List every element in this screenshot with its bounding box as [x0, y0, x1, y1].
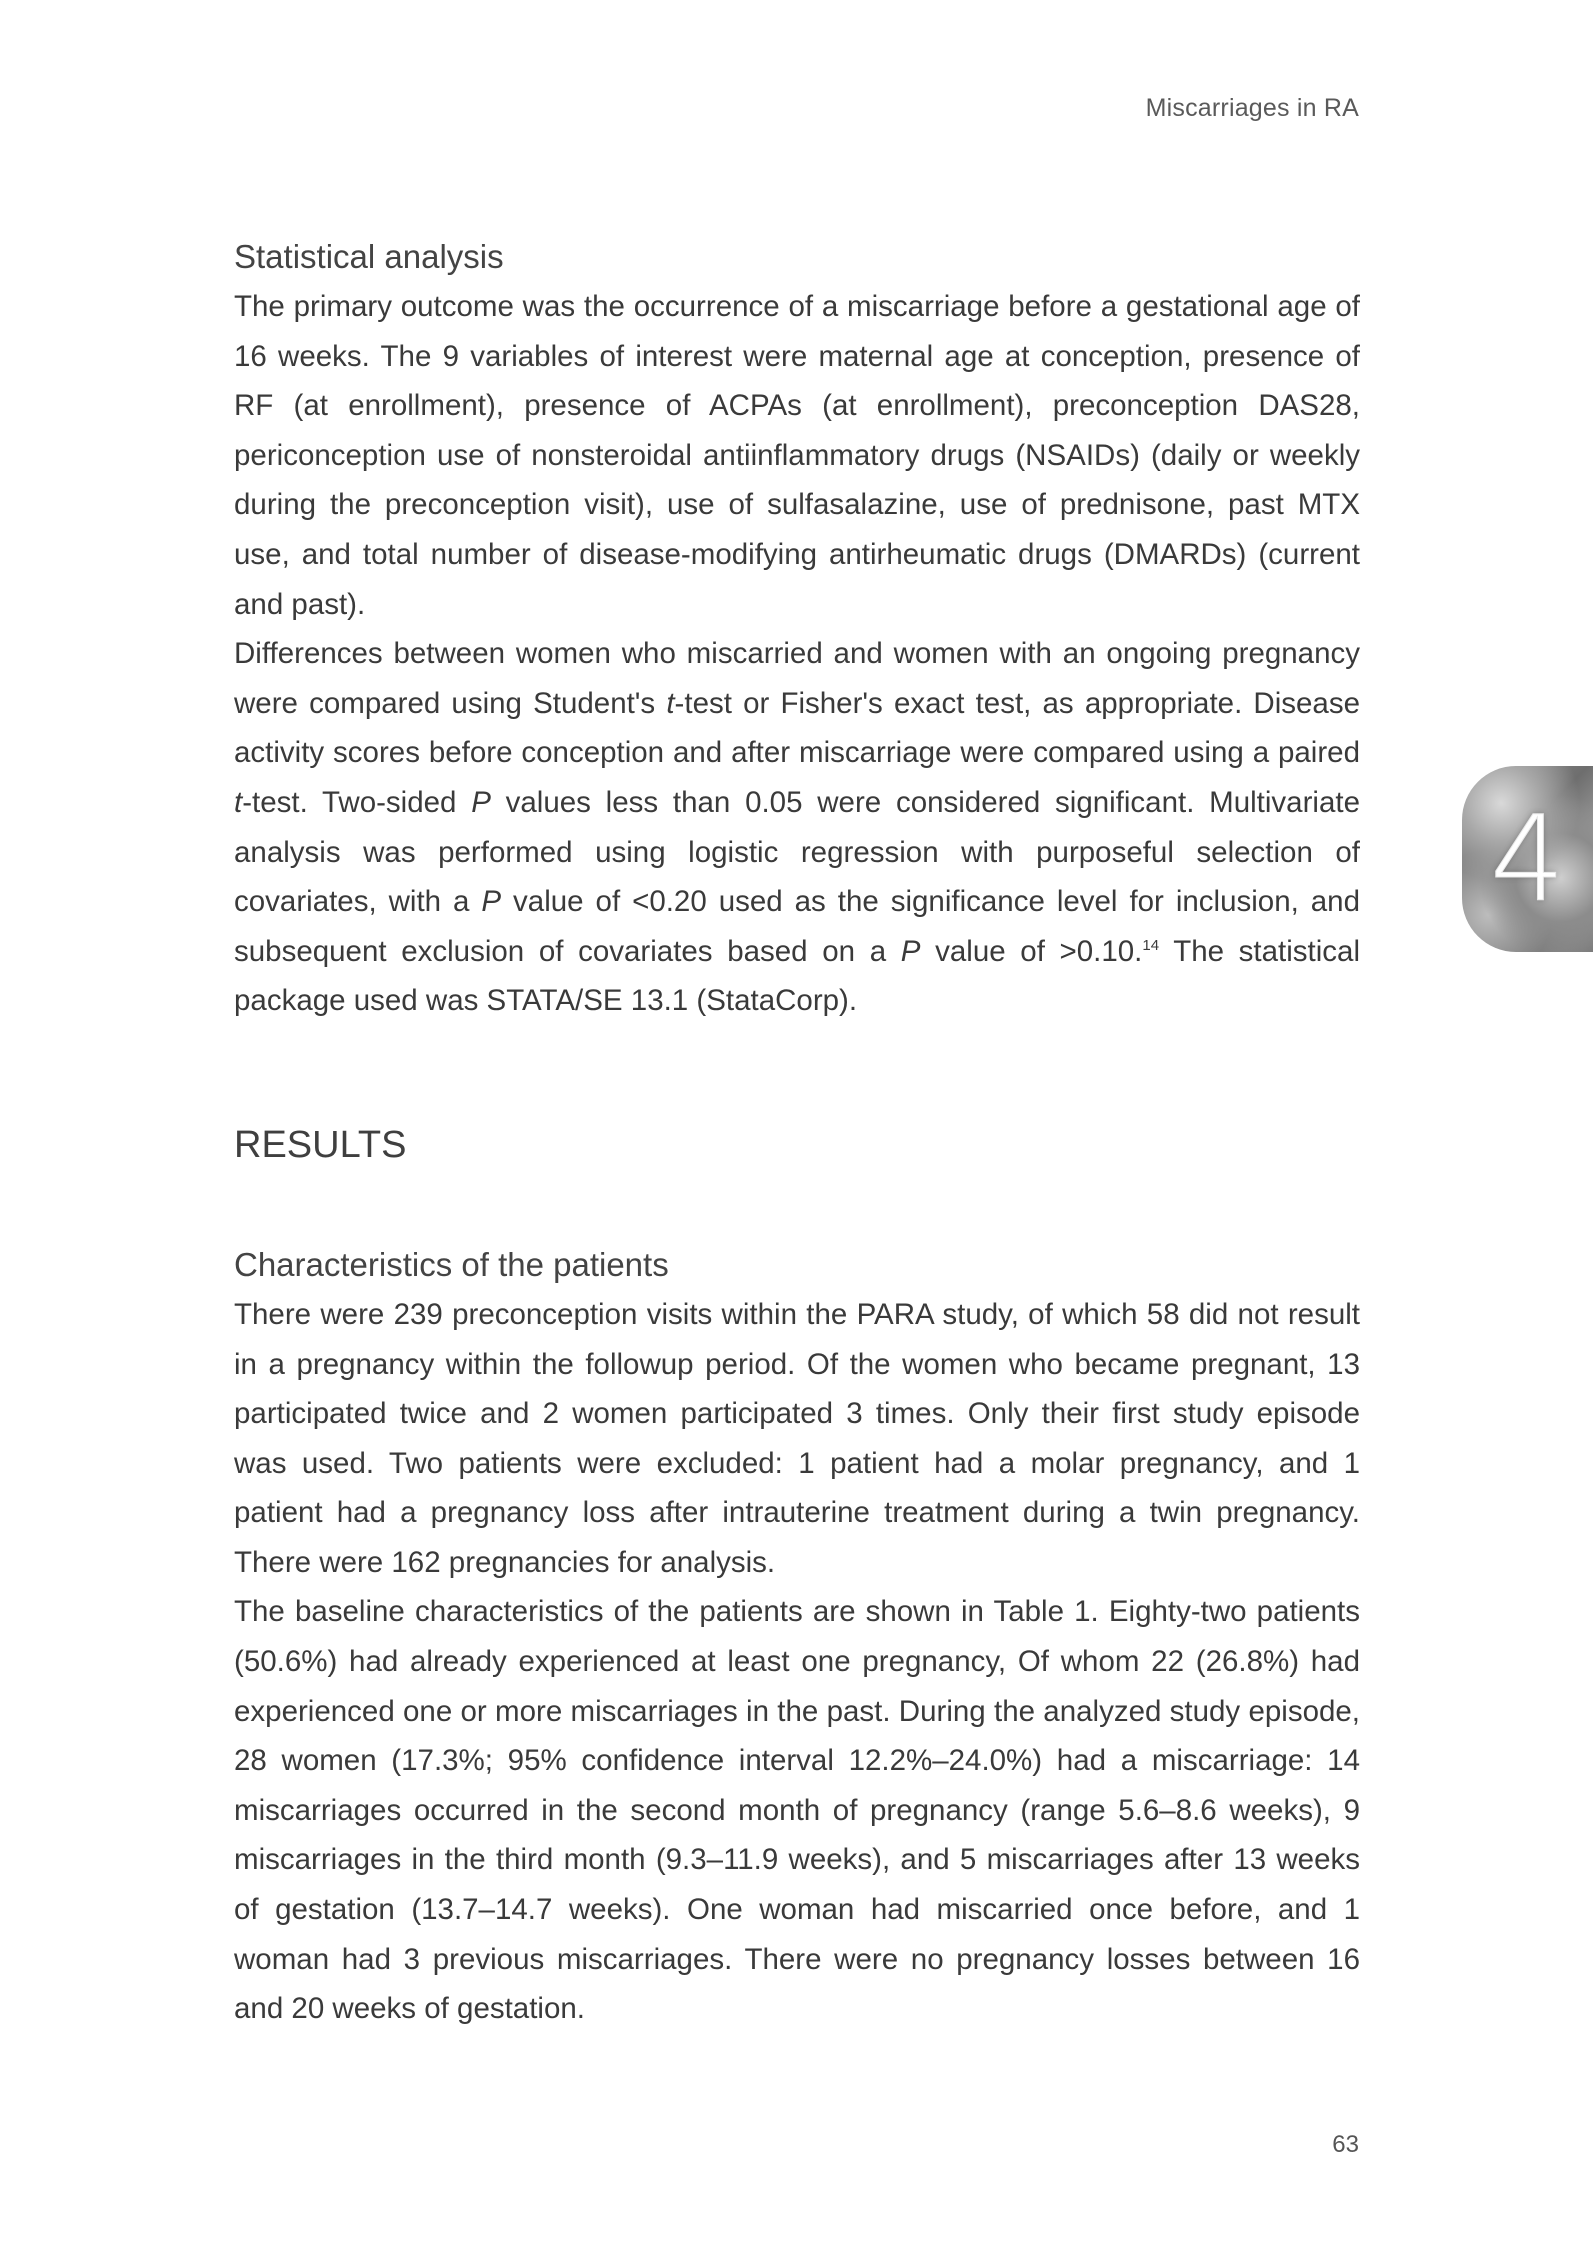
statistical-analysis-heading: Statistical analysis [234, 238, 504, 275]
reference-superscript: 14 [1142, 936, 1160, 954]
chapter-tab [1462, 766, 1593, 952]
italic-t: t [666, 686, 675, 720]
italic-p: P [481, 885, 502, 919]
italic-p: P [471, 785, 491, 819]
text-run: value of >0.10. [920, 934, 1143, 968]
text-run: The statistical package used was STATA/SE 13.1 (StataCorp). [234, 934, 1360, 1018]
results-heading: RESULTS [234, 1123, 407, 1166]
running-header: Miscarriages in RA [1145, 94, 1359, 122]
statistical-analysis-paragraph-1: The primary outcome was the occurrence of a miscarriage before a gestational age of 16 weeks. The 9 variables of interest were maternal age at conception, presence of RF (at enrollment), presence of ACPAs (at enrollment), preconception DAS28, periconception use of nonsteroidal antiinflammatory drugs (NSAIDs) (daily or weekly during the preconception visit), use of sulfasalazine, use of prednisone, past MTX use, and total number of disease-modifying antirheumatic drugs (DMARDs) (current and past). [234, 290, 1360, 621]
characteristics-heading: Characteristics of the patients [234, 1245, 669, 1283]
text-run: value of <0.20 used as the significance level for inclusion, and subsequent exclusion of covariates based on a [234, 885, 1360, 968]
text-run: -test. Two-sided [242, 785, 472, 819]
page-number: 63 [1332, 2131, 1359, 2158]
text-run: -test or Fisher's exact test, as appropriate. Disease activity scores before conception and after miscarriage were compared using a paired [234, 686, 1360, 770]
results-paragraph-2: The baseline characteristics of the patients are shown in Table 1. Eighty-two patients (50.6%) had already experienced at least one pregnancy, Of whom 22 (26.8%) had experienced one or more miscarriages in the past. During the analyzed study episode, 28 women (17.3%; 95% confidence interval 12.2%–24.0%) had a miscarriage: 14 miscarriages occurred in the second month of pregnancy (range 5.6–8.6 weeks), 9 miscarriages in the third month (9.3–11.9 weeks), and 5 miscarriages after 13 weeks of gestation (13.7–14.7 weeks). One woman had miscarried once before, and 1 woman had 3 previous miscarriages. There were no pregnancy losses between 16 and 20 weeks of gestation. [234, 1595, 1360, 2026]
italic-t: t [234, 785, 243, 819]
chapter-number: 4 [1489, 790, 1566, 928]
text-run: values less than 0.05 were considered significant. Multivariate analysis was performed using logistic regression with purposeful selection of covariates, with a [234, 785, 1360, 919]
spacer [234, 1170, 1360, 1240]
page-body [234, 232, 1360, 2034]
italic-p: P [900, 934, 921, 968]
text-run: Differences between women who miscarried and women with an ongoing pregnancy were compared using Student's [234, 637, 1360, 720]
statistical-analysis-paragraph-2 [234, 629, 1360, 1026]
spacer [234, 1026, 1360, 1120]
results-paragraph-1: There were 239 preconception visits within the PARA study, of which 58 did not result in a pregnancy within the followup period. Of the women who became pregnant, 13 participated twice and 2 women participated 3 times. Only their first study episode was used. Two patients were excluded: 1 patient had a molar pregnancy, and 1 patient had a pregnancy loss after intrauterine treatment during a twin pregnancy. There were 162 pregnancies for analysis. [234, 1297, 1360, 1579]
